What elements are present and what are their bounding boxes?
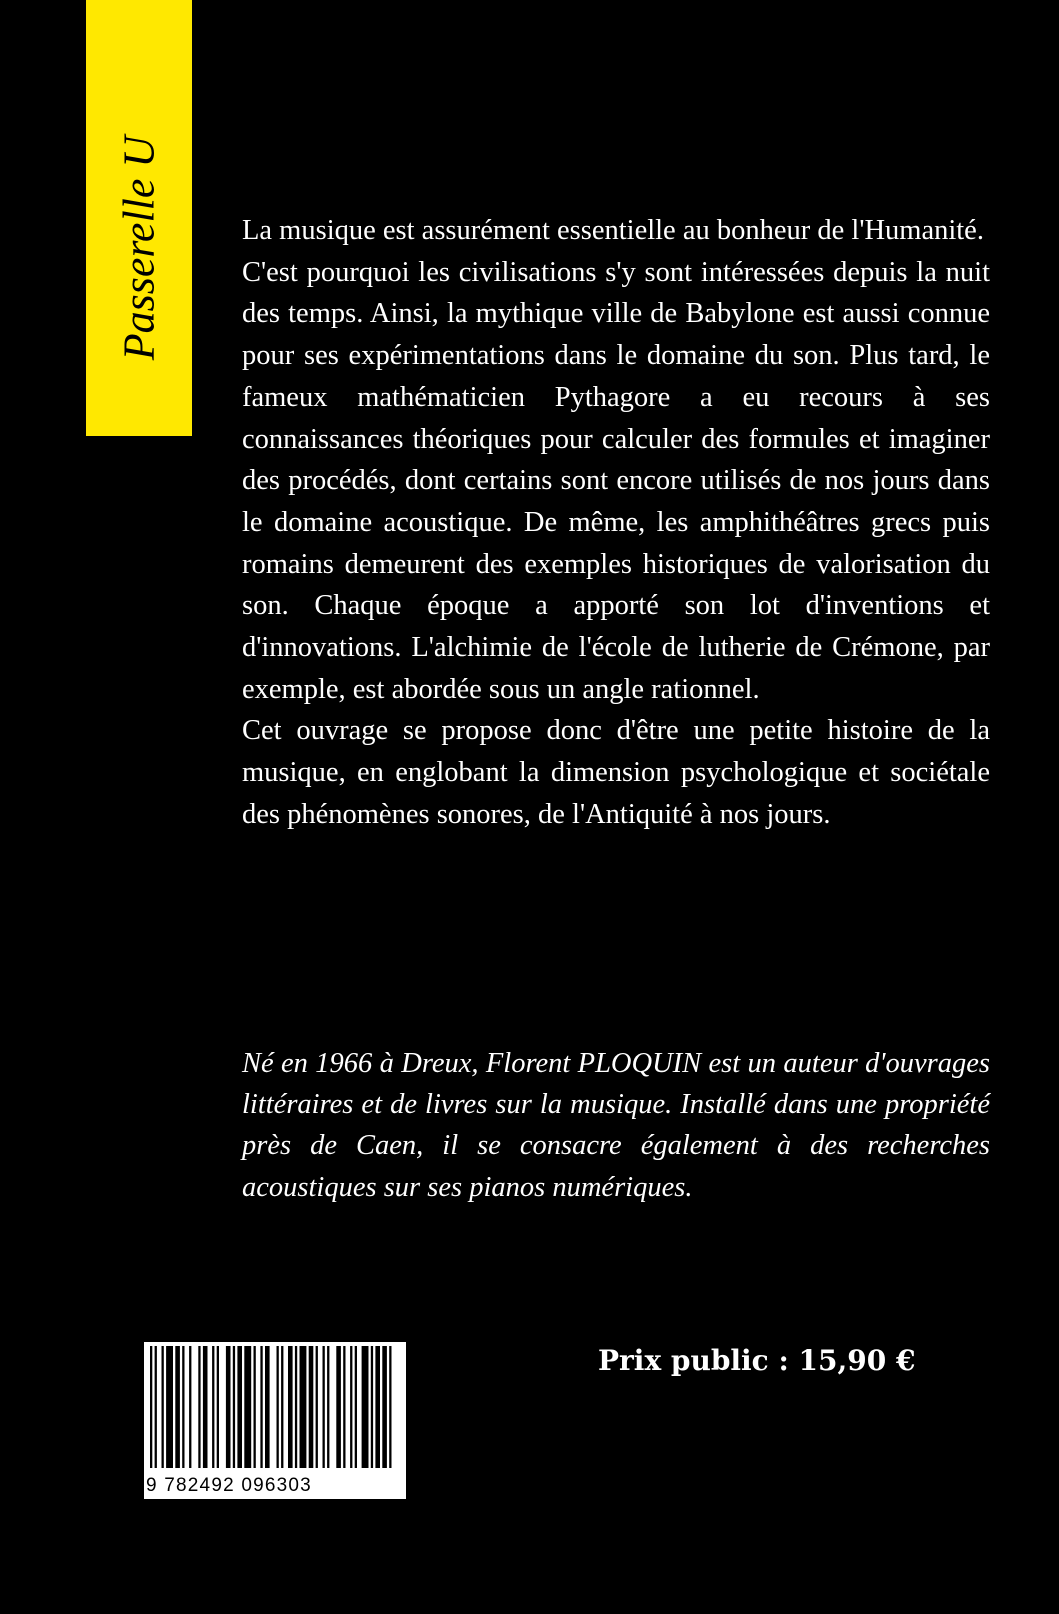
- blurb-paragraph: Cet ouvrage se propose donc d'être une petite histoire de la musique, en englobant la dimension psychologique et sociétale des phénomènes sonores, de l'Antiquité à nos jours.: [242, 715, 990, 830]
- isbn-digits: 9 782492 096303: [146, 1475, 312, 1496]
- blurb-paragraph: C'est pourquoi les civilisations s'y sont intéressées depuis la nuit des temps. Ainsi, la mythique ville de Babylone est aussi connue pour ses expérimentations dans le domaine du son. Plus tard, le fameux mathématicien Pythagore a eu recours à ses connaissances théoriques pour calculer des formules et imaginer des procédés, dont certains sont encore utilisés de nos jours dans le domaine acoustique. De même, les amphithéâtres grecs puis romains demeurent des exemples historiques de valorisation du son. Chaque époque a apporté son lot d'inventions et d'innovations. L'alchimie de l'école de lutherie de Crémone, par exemple, est abordée sous un angle rationnel.: [242, 256, 990, 705]
- back-cover-blurb: [242, 210, 990, 836]
- isbn-barcode: [144, 1342, 406, 1499]
- collection-band: [86, 0, 192, 436]
- collection-name: Passerelle U: [114, 135, 164, 361]
- author-bio: Né en 1966 à Dreux, Florent PLOQUIN est un auteur d'ouvrages littéraires et de livres sur la musique. Installé dans une propriété près de Caen, il se consacre également à des recherches acoustiques sur ses pianos numériques.: [242, 1048, 990, 1203]
- public-price: Prix public : 15,90 €: [598, 1344, 916, 1377]
- blurb-paragraph: La musique est assurément essentielle au bonheur de l'Humanité.: [242, 215, 984, 246]
- barcode-bars: [150, 1346, 400, 1468]
